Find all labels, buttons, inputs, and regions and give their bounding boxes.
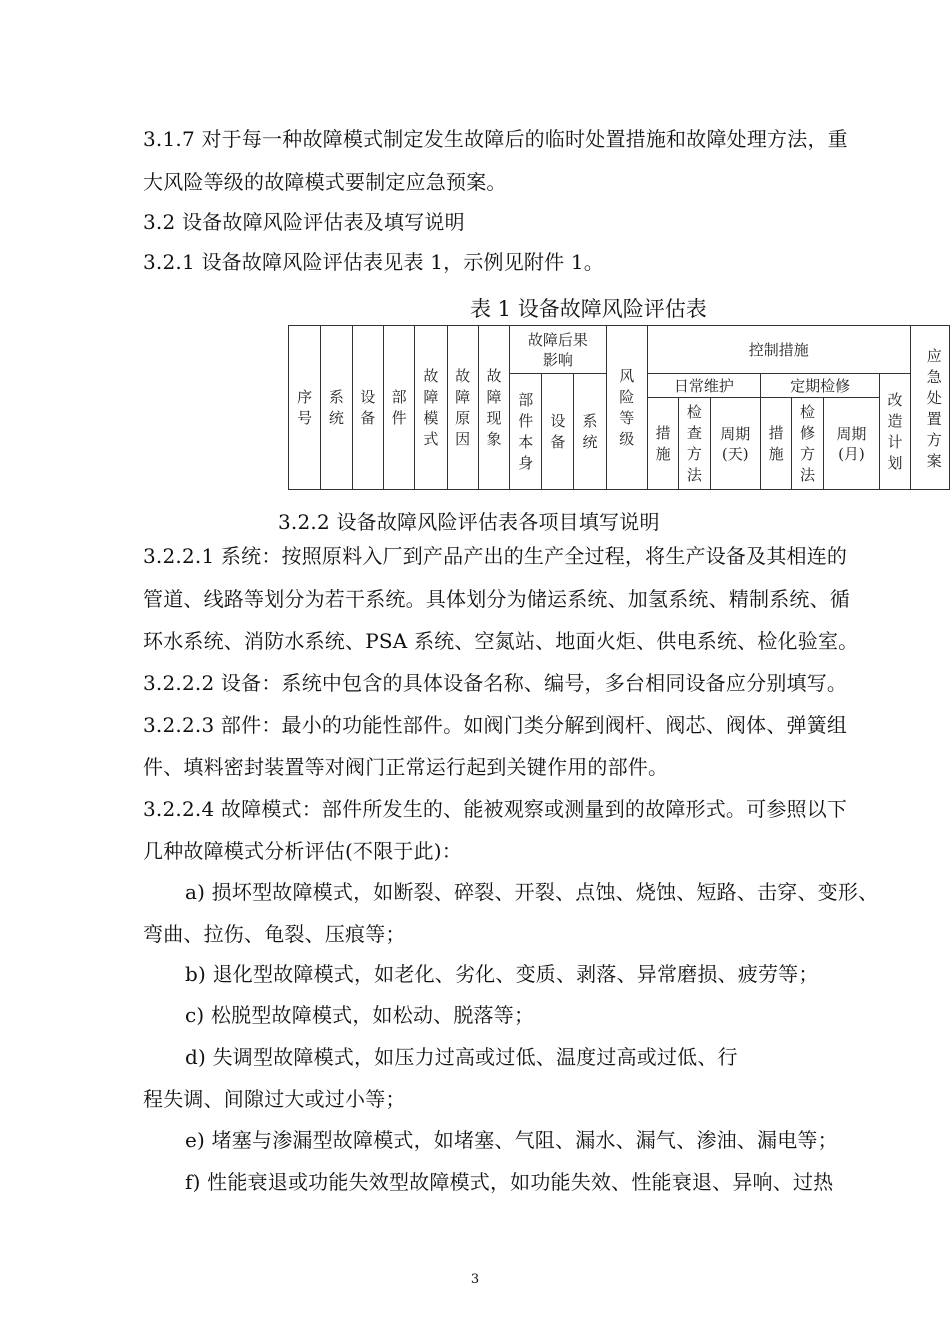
col-header-emergency: 应急处置方案 <box>910 326 949 490</box>
col-header-failure-mode: 故障模式 <box>415 326 447 490</box>
list-item-c: c) 松脱型故障模式，如松动、脱落等； <box>185 1003 535 1027</box>
body-line: 几种故障模式分析评估(不限于此)： <box>143 839 463 863</box>
list-item-d-cont: 程失调、间隙过大或过小等； <box>143 1087 406 1111</box>
list-item-a-cont: 弯曲、拉伤、龟裂、压痕等； <box>143 922 406 946</box>
col-header-daily-cycle: 周期(天) <box>710 398 760 490</box>
body-line: 3.2.2.1 系统：按照原料入厂到产品产出的生产全过程，将生产设备及其相连的 <box>143 544 848 568</box>
table-caption: 表 1 设备故障风险评估表 <box>470 297 707 321</box>
col-header-failure-cause: 故障原因 <box>447 326 478 490</box>
col-header-seq: 序号 <box>289 326 321 490</box>
body-line: 3.2.2.2 设备：系统中包含的具体设备名称、编号，多台相同设备应分别填写。 <box>143 671 848 695</box>
col-header-consequence: 故障后果影响 <box>510 326 606 374</box>
col-header-periodic-method: 检修方法 <box>792 398 823 490</box>
col-header-consequence-equipment: 设备 <box>542 374 574 490</box>
list-item-b: b) 退化型故障模式，如老化、劣化、变质、剥落、异常磨损、疲劳等； <box>185 962 819 986</box>
col-header-improvement-plan: 改造计划 <box>880 374 910 490</box>
list-item-a: a) 损坏型故障模式，如断裂、碎裂、开裂、点蚀、烧蚀、短路、击穿、变形、 <box>185 880 879 904</box>
col-header-daily-method: 检查方法 <box>679 398 710 490</box>
col-header-periodic-cycle: 周期(月) <box>823 398 880 490</box>
body-line: 件、填料密封装置等对阀门正常运行起到关键作用的部件。 <box>143 755 669 779</box>
col-header-part: 部件 <box>383 326 414 490</box>
body-line: 环水系统、消防水系统、PSA 系统、空氮站、地面火炬、供电系统、检化验室。 <box>143 629 859 653</box>
col-header-risk-level: 风险等级 <box>606 326 647 490</box>
col-header-equipment: 设备 <box>352 326 383 490</box>
section-heading-322: 3.2.2 设备故障风险评估表各项目填写说明 <box>278 510 660 534</box>
paragraph-317-line1: 3.1.7 对于每一种故障模式制定发生故障后的临时处置措施和故障处理方法，重 <box>143 127 848 151</box>
section-heading-32: 3.2 设备故障风险评估表及填写说明 <box>143 210 465 234</box>
body-line: 管道、线路等划分为若干系统。具体划分为储运系统、加氢系统、精制系统、循 <box>143 587 850 611</box>
col-header-daily-measure: 措施 <box>647 398 678 490</box>
col-header-failure-symptom: 故障现象 <box>478 326 509 490</box>
list-item-d: d) 失调型故障模式，如压力过高或过低、温度过高或过低、行 <box>185 1045 738 1069</box>
paragraph-321: 3.2.1 设备故障风险评估表见表 1，示例见附件 1。 <box>143 250 605 274</box>
col-header-consequence-system: 系统 <box>574 374 606 490</box>
list-item-e: e) 堵塞与渗漏型故障模式，如堵塞、气阻、漏水、漏气、渗油、漏电等； <box>185 1128 838 1152</box>
paragraph-317-line2: 大风险等级的故障模式要制定应急预案。 <box>143 170 507 194</box>
col-header-daily-maintenance: 日常维护 <box>647 374 760 398</box>
col-header-control: 控制措施 <box>647 326 910 374</box>
list-item-f: f) 性能衰退或功能失效型故障模式，如功能失效、性能衰退、异响、过热 <box>185 1170 834 1194</box>
col-header-periodic-measure: 措施 <box>760 398 791 490</box>
body-line: 3.2.2.4 故障模式：部件所发生的、能被观察或测量到的故障形式。可参照以下 <box>143 797 848 821</box>
risk-assessment-table <box>288 325 950 491</box>
col-header-system: 系统 <box>321 326 352 490</box>
col-header-periodic-overhaul: 定期检修 <box>760 374 879 398</box>
body-line: 3.2.2.3 部件：最小的功能性部件。如阀门类分解到阀杆、阀芯、阀体、弹簧组 <box>143 713 848 737</box>
page-number: 3 <box>470 1272 480 1287</box>
col-header-consequence-part: 部件本身 <box>510 374 542 490</box>
